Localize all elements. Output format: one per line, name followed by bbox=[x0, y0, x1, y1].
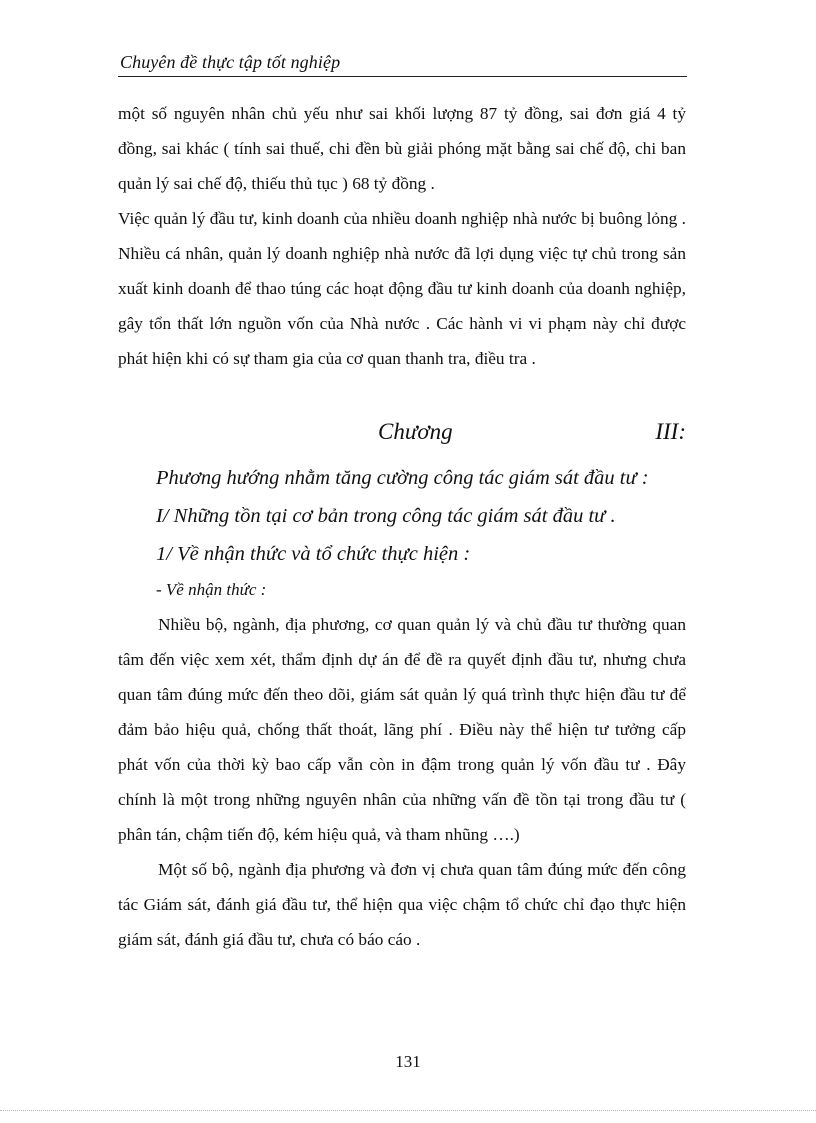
paragraph-3: Nhiều bộ, ngành, địa phương, cơ quan quản lý và chủ đầu tư thường quan tâm đến việc xem xét, thẩm định dự án để đề ra quyết định đầu tư, nhưng chưa quan tâm đúng mức đến theo dõi, giám sát quản lý quá trình thực hiện đầu tư để đảm bảo hiệu quả, chống thất thoát, lãng phí . Điều này thể hiện tư tưởng cấp phát vốn của thời kỳ bao cấp vẫn còn in đậm trong quản lý vốn đầu tư . Đây chính là một trong những nguyên nhân của những vấn đề tồn tại trong đầu tư ( phân tán, chậm tiến độ, kém hiệu quả, và tham nhũng ….) bbox=[118, 615, 686, 844]
paragraph-4: Một số bộ, ngành địa phương và đơn vị chưa quan tâm đúng mức đến công tác Giám sát, đánh giá đầu tư, thể hiện qua việc chậm tổ chức chỉ đạo thực hiện giám sát, đánh giá đầu tư, chưa có báo cáo . bbox=[118, 860, 686, 949]
chapter-number: III: bbox=[655, 419, 686, 444]
section-heading-direction: Phương hướng nhằm tăng cường công tác giám sát đầu tư : bbox=[156, 467, 649, 489]
section-heading-awareness: 1/ Về nhận thức và tổ chức thực hiện : bbox=[156, 543, 471, 565]
chapter-spacer bbox=[118, 376, 686, 419]
page-number: 131 bbox=[395, 1052, 421, 1071]
subheading-awareness: - Về nhận thức : bbox=[156, 580, 267, 599]
page-body bbox=[118, 96, 686, 957]
page-edge bbox=[0, 1110, 816, 1111]
section-heading-issues: I/ Những tồn tại cơ bản trong công tác giám sát đầu tư . bbox=[156, 505, 616, 527]
paragraph-2: Việc quản lý đầu tư, kinh doanh của nhiều doanh nghiệp nhà nước bị buông lỏng . Nhiều cá nhân, quản lý doanh nghiệp nhà nước đã lợi dụng việc tự chủ trong sản xuất kinh doanh để thao túng các hoạt động đầu tư kinh doanh của doanh nghiệp, gây tổn thất lớn nguồn vốn của Nhà nước . Các hành vi vi phạm này chỉ được phát hiện khi có sự tham gia của cơ quan thanh tra, điều tra . bbox=[118, 209, 686, 368]
header-divider bbox=[118, 76, 687, 77]
running-header: Chuyên đề thực tập tốt nghiệp bbox=[120, 52, 341, 72]
paragraph-1: một số nguyên nhân chủ yếu như sai khối lượng 87 tỷ đồng, sai đơn giá 4 tỷ đồng, sai khác ( tính sai thuế, chi đền bù giải phóng mặt bằng sai chế độ, chi ban quản lý sai chế độ, thiếu thủ tục ) 68 tỷ đồng . bbox=[118, 104, 686, 193]
chapter-label: Chương bbox=[378, 419, 453, 444]
chapter-title bbox=[118, 419, 686, 459]
